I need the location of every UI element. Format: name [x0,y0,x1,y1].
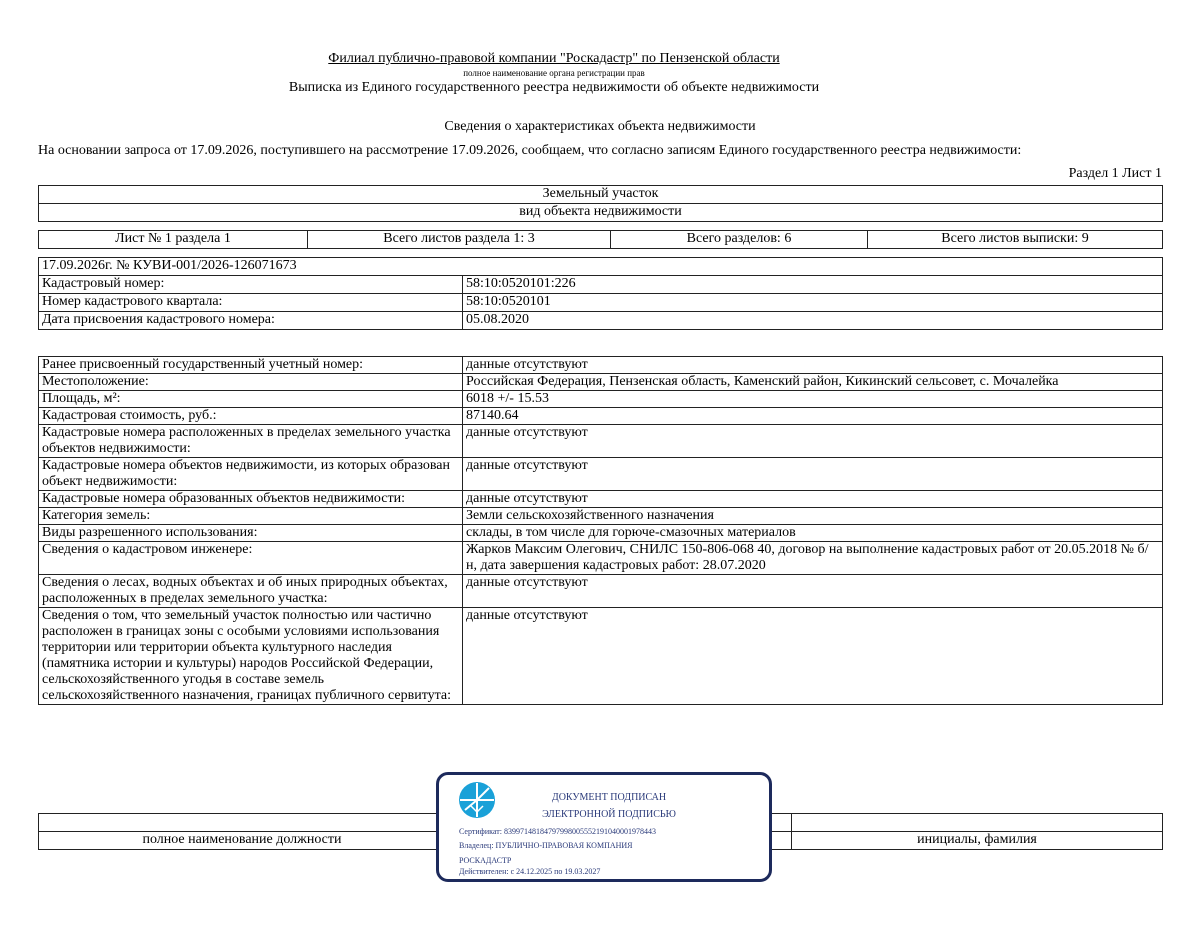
document-number: 17.09.2026г. № КУВИ-001/2026-126071673 [39,258,1163,276]
detail-value: 6018 +/- 15.53 [463,391,1163,408]
detail-value: данные отсутствуют [463,425,1163,458]
sheets-table [38,230,1163,249]
detail-label: Сведения о том, что земельный участок полностью или частично расположен в границах зоны с особыми условиями использования территории или территории объекта культурного наследия (памятника истории и культуры) народов Российской Федерации, сельскохозяйственного угодья в составе земель сельскохозяйственного назначения, границах публичного сервитута: [39,608,463,705]
detail-label: Категория земель: [39,508,463,525]
organization-name: Филиал публично-правовой компании "Роскадастр" по Пензенской области [328,51,780,66]
ident-label: Кадастровый номер: [39,276,463,294]
table-row [39,542,1163,575]
detail-label: Сведения о кадастровом инженере: [39,542,463,575]
sheet-number: Лист № 1 раздела 1 [39,231,308,249]
detail-label: Кадастровые номера расположенных в пределах земельного участка объектов недвижимости: [39,425,463,458]
table-row [39,491,1163,508]
identification-table [38,257,1163,330]
intro-text: На основании запроса от 17.09.2026, поступившего на рассмотрение 17.09.2026, сообщаем, что согласно записям Единого государственного реестра недвижимости: [38,143,1022,158]
position-caption: полное наименование должности [39,832,446,850]
detail-value: 87140.64 [463,408,1163,425]
document-title: Выписка из Единого государственного реестра недвижимости об объекте недвижимости [288,80,820,95]
ident-value: 05.08.2020 [463,312,1163,330]
table-row [39,391,1163,408]
detail-value: данные отсутствуют [463,458,1163,491]
stamp-line-2: ЭЛЕКТРОННОЙ ПОДПИСЬЮ [542,809,676,820]
detail-label: Площадь, м²: [39,391,463,408]
detail-value: склады, в том числе для горюче-смазочных материалов [463,525,1163,542]
organization-caption: полное наименование органа регистрации прав [463,68,645,78]
total-extract-sheets: Всего листов выписки: 9 [868,231,1163,249]
table-row [39,374,1163,391]
document-subtitle: Сведения о характеристиках объекта недвижимости [444,119,756,134]
table-row [39,575,1163,608]
signature-position-cell [39,814,446,832]
ident-label: Номер кадастрового квартала: [39,294,463,312]
table-row [39,508,1163,525]
signature-name-cell [792,814,1163,832]
roskadastr-logo-icon [457,780,497,820]
ident-value: 58:10:0520101 [463,294,1163,312]
table-row [39,357,1163,374]
detail-label: Ранее присвоенный государственный учетный номер: [39,357,463,374]
detail-value: Российская Федерация, Пензенская область, Каменский район, Кикинский сельсовет, с. Мочалейка [463,374,1163,391]
stamp-owner-2: РОСКАДАСТР [459,856,512,865]
detail-label: Виды разрешенного использования: [39,525,463,542]
detail-value: данные отсутствуют [463,575,1163,608]
stamp-owner: Владелец: ПУБЛИЧНО-ПРАВОВАЯ КОМПАНИЯ [459,841,633,850]
details-table [38,356,1163,705]
ident-value: 58:10:0520101:226 [463,276,1163,294]
electronic-signature-stamp [436,772,772,882]
total-section-sheets: Всего листов раздела 1: 3 [308,231,611,249]
table-row [39,608,1163,705]
detail-value: данные отсутствуют [463,357,1163,374]
detail-label: Местоположение: [39,374,463,391]
stamp-certificate: Сертификат: 839971481847979980055521910400019784​43 [459,827,656,836]
detail-label: Кадастровая стоимость, руб.: [39,408,463,425]
total-sections: Всего разделов: 6 [611,231,868,249]
detail-value: Земли сельскохозяйственного назначения [463,508,1163,525]
table-row [39,458,1163,491]
detail-value: данные отсутствуют [463,608,1163,705]
object-type-caption: вид объекта недвижимости [39,204,1163,222]
table-row [39,525,1163,542]
detail-label: Сведения о лесах, водных объектах и об иных природных объектах, расположенных в пределах земельного участка: [39,575,463,608]
section-sheet-label: Раздел 1 Лист 1 [1068,166,1162,181]
object-type-table [38,185,1163,222]
object-type-value: Земельный участок [39,186,1163,204]
detail-value: Жарков Максим Олегович, СНИЛС 150-806-068 40, договор на выполнение кадастровых работ от 20.05.2018 № б/н, дата завершения кадастровых работ: 28.07.2020 [463,542,1163,575]
ident-label: Дата присвоения кадастрового номера: [39,312,463,330]
stamp-line-1: ДОКУМЕНТ ПОДПИСАН [551,792,667,803]
detail-value: данные отсутствуют [463,491,1163,508]
detail-label: Кадастровые номера объектов недвижимости, из которых образован объект недвижимости: [39,458,463,491]
detail-label: Кадастровые номера образованных объектов недвижимости: [39,491,463,508]
name-caption: инициалы, фамилия [792,832,1163,850]
table-row [39,408,1163,425]
table-row [39,425,1163,458]
stamp-validity: Действителен: с 24.12.2025 по 19.03.2027 [459,867,601,876]
